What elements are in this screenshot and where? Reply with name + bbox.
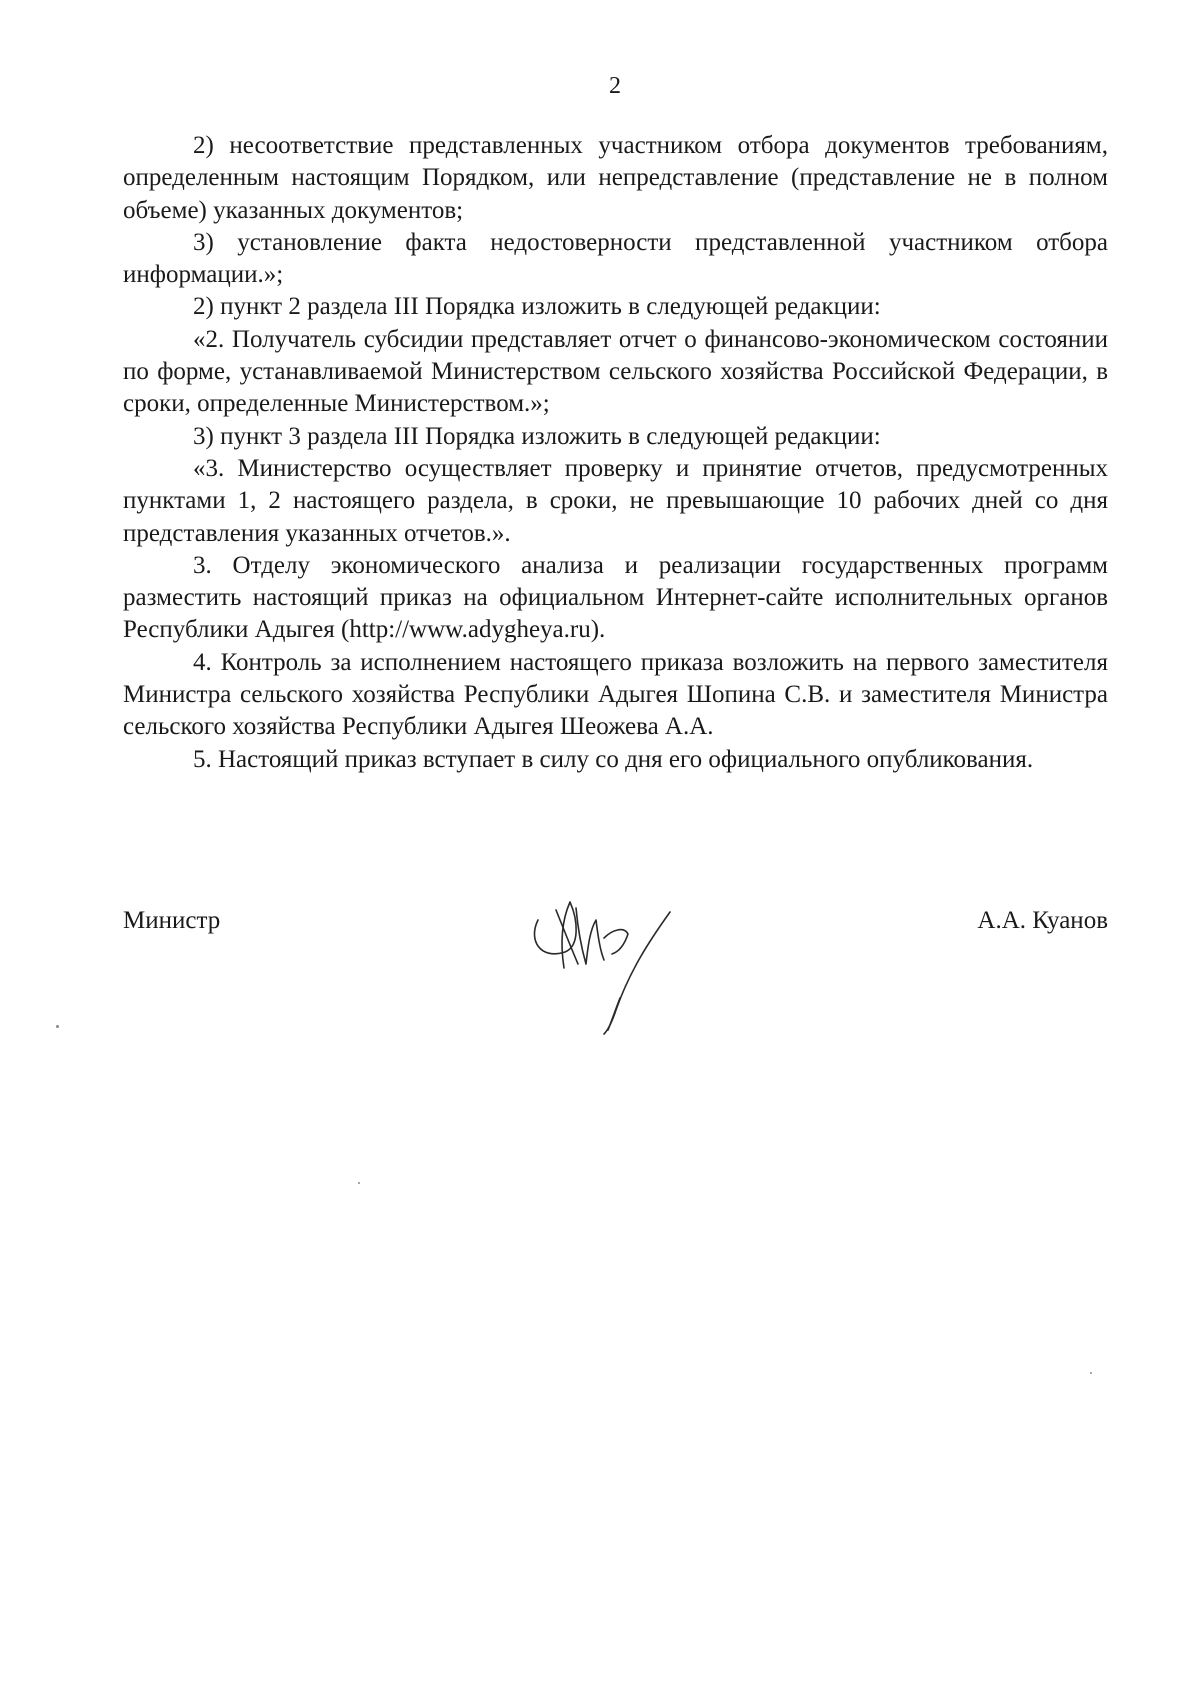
signatory-title: Министр bbox=[123, 907, 221, 934]
document-body bbox=[123, 130, 1108, 776]
page-number: 2 bbox=[609, 73, 621, 99]
scan-speck bbox=[1090, 1372, 1092, 1374]
signatory-name: А.А. Куанов bbox=[977, 907, 1108, 934]
amendment-text-2: «2. Получатель субсидии представляет отчет о финансово-экономическом состоянии по форме, устанавливаемой Министерством сельского хозяйства Российской Федерации, в сроки, определенные Министерством.»; bbox=[123, 325, 1108, 418]
handwritten-signature bbox=[520, 880, 700, 1040]
paragraph-item-2: 2) несоответствие представленных участником отбора документов требованиям, определенным настоящим Порядком, или непредставление (представление не в полном объеме) указанных документов; bbox=[123, 132, 1108, 224]
order-clause-5: 5. Настоящий приказ вступает в силу со дня его официального опубликования. bbox=[193, 745, 1034, 773]
order-clause-3: 3. Отделу экономического анализа и реализации государственных программ разместить настоящий приказ на официальном Интернет-сайте исполнительных органов Республики Адыгея (http://www.adygheya.ru). bbox=[123, 551, 1108, 644]
amendment-point-2: 2) пункт 2 раздела III Порядка изложить в следующей редакции: bbox=[193, 293, 881, 321]
scan-speck bbox=[56, 1025, 59, 1028]
paragraph-item-3: 3) установление факта недостоверности представленной участником отбора информации.»; bbox=[123, 228, 1108, 289]
amendment-text-3: «3. Министерство осуществляет проверку и принятие отчетов, предусмотренных пунктами 1, 2 настоящего раздела, в сроки, не превышающие 10 рабочих дней со дня представления указанных отчетов.». bbox=[123, 454, 1108, 547]
scan-speck bbox=[358, 1182, 360, 1184]
order-clause-4: 4. Контроль за исполнением настоящего приказа возложить на первого заместителя Министра сельского хозяйства Республики Адыгея Шопина С.В. и заместителя Министра сельского хозяйства Республики Адыгея Шеожева А.А. bbox=[123, 648, 1108, 741]
amendment-point-3: 3) пункт 3 раздела III Порядка изложить в следующей редакции: bbox=[193, 422, 881, 450]
